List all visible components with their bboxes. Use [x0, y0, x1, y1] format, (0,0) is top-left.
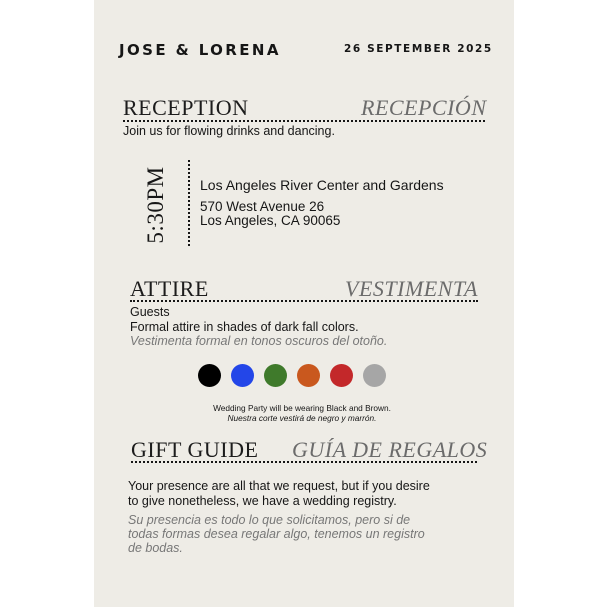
attire-title: ATTIRE	[130, 276, 209, 301]
address-line-1: 570 West Avenue 26	[200, 199, 325, 214]
reception-title: RECEPTION	[123, 95, 249, 120]
attire-divider	[130, 300, 478, 302]
reception-time	[136, 160, 176, 250]
swatch-blue	[231, 364, 254, 387]
reception-divider	[123, 120, 485, 122]
swatch-orange	[297, 364, 320, 387]
swatch-gray	[363, 364, 386, 387]
attire-audience: Guests	[130, 305, 170, 319]
attire-description-es: Vestimenta formal en tonos oscuros del otoño.	[130, 334, 388, 348]
reception-intro: Join us for flowing drinks and dancing.	[123, 124, 335, 138]
attire-title-es: VESTIMENTA	[345, 276, 478, 301]
couple-names: JOSE & LORENA	[119, 41, 281, 59]
swatch-red	[330, 364, 353, 387]
reception-title-es: RECEPCIÓN	[361, 95, 487, 120]
invitation-card	[94, 0, 514, 607]
venue-name: Los Angeles River Center and Gardens	[200, 177, 444, 193]
gift-divider	[131, 461, 477, 463]
swatch-green	[264, 364, 287, 387]
gift-text-es-line-3: de bodas.	[128, 541, 183, 555]
party-note: Wedding Party will be wearing Black and Brown.	[213, 403, 391, 413]
party-note-es: Nuestra corte vestirá de negro y marrón.	[227, 413, 377, 423]
gift-title-es: GUÍA DE REGALOS	[292, 437, 488, 462]
address-line-2: Los Angeles, CA 90065	[200, 213, 341, 228]
color-palette	[198, 364, 386, 387]
gift-text-es-line-2: todas formas desea regalar algo, tenemos un registro	[128, 527, 425, 541]
attire-description: Formal attire in shades of dark fall colors.	[130, 320, 359, 334]
reception-time-text: 5:30PM	[143, 166, 168, 244]
time-divider	[188, 160, 190, 246]
swatch-black	[198, 364, 221, 387]
wedding-date: 26 SEPTEMBER 2025	[344, 43, 493, 55]
gift-text-es-line-1: Su presencia es todo lo que solicitamos, pero si de	[128, 513, 411, 527]
gift-text-line-2: to give nonetheless, we have a wedding registry.	[128, 494, 397, 508]
gift-text-line-1: Your presence are all that we request, but if you desire	[128, 479, 430, 493]
gift-title: GIFT GUIDE	[131, 437, 259, 462]
